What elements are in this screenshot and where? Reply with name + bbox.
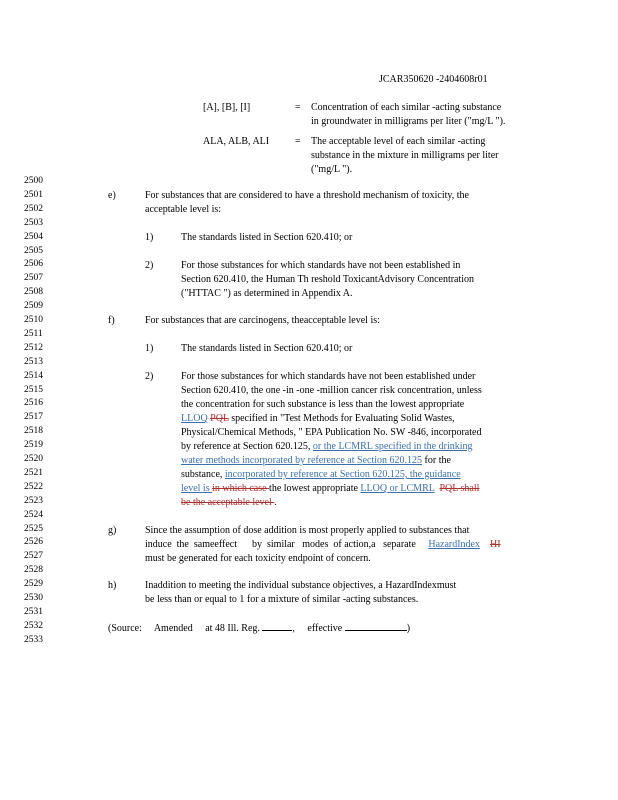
item-g-line-3: must be generated for each toxicity endpoint of concern. (145, 553, 371, 564)
deleted-text: in which case (212, 483, 270, 494)
line-number: 2502 (24, 203, 43, 214)
line-number: 2526 (24, 537, 43, 548)
deleted-text: be the acceptable level (181, 497, 275, 508)
line-number: 2521 (24, 467, 43, 478)
inserted-text: LLOQ or LCMRL (360, 483, 435, 494)
item-e-line-1: For substances that are considered to have a threshold mechanism of toxicity, the (145, 190, 469, 201)
def-text-1b: in groundwater in milligrams per liter ("mg/L "). (311, 116, 506, 127)
def-text-2b: substance in the mixture in milligrams per liter (311, 150, 499, 161)
line-number: 2525 (24, 523, 43, 534)
def-text-2a: The acceptable level of each similar -acting (311, 136, 486, 147)
line-number: 2506 (24, 259, 43, 270)
line-number: 2500 (24, 176, 43, 186)
line-number: 2530 (24, 593, 43, 603)
item-f2-line-7 (181, 454, 451, 467)
document-id: JCAR350620 -2404608r01 (379, 74, 488, 85)
text-run: by reference at Section 620.125, (181, 441, 313, 452)
line-number: 2532 (24, 620, 43, 631)
line-number: 2510 (24, 315, 43, 325)
line-number: 2529 (24, 579, 43, 590)
text-run: the lowest appropriate (269, 483, 361, 494)
item-label-g: g) (108, 525, 117, 536)
text-run: . (274, 497, 277, 508)
line-number: 2523 (24, 495, 43, 506)
item-f2-line-6 (181, 440, 473, 453)
line-number: 2509 (24, 301, 43, 312)
line-number: 2508 (24, 287, 43, 298)
line-number: 2520 (24, 454, 43, 464)
item-e1-text: The standards listed in Section 620.410; or (181, 232, 353, 243)
line-number: 2518 (24, 426, 43, 437)
line-number: 2503 (24, 217, 43, 228)
item-g-line-2 (145, 538, 501, 551)
item-g-line-1: Since the assumption of dose addition is most properly applied to substances that (145, 525, 470, 536)
item-h-line-1: Inaddition to meeting the individual substance objectives, a HazardIndexmust (145, 580, 457, 591)
item-e2-line-1: For those substances for which standards have not been established in (181, 260, 461, 271)
item-e2-label: 2) (145, 260, 154, 271)
item-f2-line-10 (181, 496, 277, 509)
item-f2-label: 2) (145, 371, 154, 382)
deleted-text: PQL shall (439, 483, 480, 494)
text-run: ) (406, 623, 411, 634)
def-eq-1: = (295, 102, 301, 113)
item-label-f: f) (108, 315, 115, 326)
inserted-text: HazardIndex (428, 539, 480, 550)
text-run: specified in "Test Methods for Evaluating Solid Wastes, (228, 413, 455, 424)
text-run: for the (422, 455, 451, 466)
blank-line (262, 621, 292, 631)
item-e1-label: 1) (145, 232, 154, 243)
line-number: 2501 (24, 189, 43, 200)
text-run: , effective (292, 623, 343, 634)
item-f2-line-1: For those substances for which standards have not been established under (181, 371, 476, 382)
text-run: induce the sameeffect by similar modes of action,a separate (145, 539, 429, 550)
line-number: 2511 (24, 328, 43, 339)
line-number: 2528 (24, 565, 43, 576)
text-run: (Source: Amended at 48 Ill. Reg. (108, 623, 260, 634)
inserted-text: incorporated by reference at Section 620.125, the guidance (224, 469, 461, 480)
line-number: 2507 (24, 273, 43, 284)
item-f-line-1: For substances that are carcinogens, theacceptable level is: (145, 315, 380, 326)
item-f2-line-4 (181, 412, 455, 425)
line-number: 2515 (24, 384, 43, 395)
inserted-text: LLOQ (181, 413, 208, 424)
line-number: 2531 (24, 606, 43, 617)
item-f2-line-8 (181, 468, 461, 481)
item-e2-line-2: Section 620.410, the Human Th reshold ToxicantAdvisory Concentration (181, 274, 475, 285)
line-number: 2513 (24, 356, 43, 367)
text-run: substance, (181, 469, 225, 480)
line-number: 2522 (24, 481, 43, 492)
def-term-1: [A], [B], [I] (203, 102, 251, 113)
line-number: 2524 (24, 509, 43, 520)
line-number: 2519 (24, 440, 43, 451)
item-h-line-2: be less than or equal to 1 for a mixture of similar -acting substances. (145, 594, 419, 605)
def-text-1a: Concentration of each similar -acting substance (311, 102, 502, 113)
item-f1-label: 1) (145, 343, 154, 354)
inserted-text: or the LCMRL specified in the drinking (312, 441, 473, 452)
def-term-2: ALA, ALB, ALI (203, 136, 270, 147)
deleted-text: PQL (210, 413, 229, 424)
item-f2-line-2: Section 620.410, the one -in -one -million cancer risk concentration, unless (181, 385, 482, 396)
deleted-text: HI (489, 539, 501, 550)
item-f1-text: The standards listed in Section 620.410; or (181, 343, 353, 354)
item-e-line-2: acceptable level is: (145, 204, 222, 215)
line-number: 2504 (24, 231, 43, 242)
item-f2-line-3: the concentration for such substance is less than the lowest appropriate (181, 399, 465, 410)
inserted-text: water methods incorporated by reference at Section 620.125 (181, 455, 423, 466)
line-number: 2516 (24, 398, 43, 409)
source-note (108, 621, 410, 635)
line-number: 2527 (24, 551, 43, 562)
item-e2-line-3: ("HTTAC ") as determined in Appendix A. (181, 288, 353, 299)
item-label-e: e) (108, 190, 116, 201)
line-number: 2517 (24, 412, 43, 423)
line-number: 2512 (24, 342, 43, 353)
item-f2-line-5: Physical/Chemical Methods, " EPA Publication No. SW -846, incorporated (181, 427, 482, 438)
blank-line (345, 621, 407, 631)
item-label-h: h) (108, 580, 117, 591)
inserted-text: level is (181, 483, 213, 494)
def-text-2c: ("mg/L "). (311, 164, 353, 175)
line-number: 2505 (24, 245, 43, 256)
item-f2-line-9 (181, 482, 479, 495)
line-number: 2514 (24, 370, 43, 381)
line-number: 2533 (24, 634, 43, 645)
text-run (480, 539, 490, 550)
def-eq-2: = (295, 136, 301, 147)
